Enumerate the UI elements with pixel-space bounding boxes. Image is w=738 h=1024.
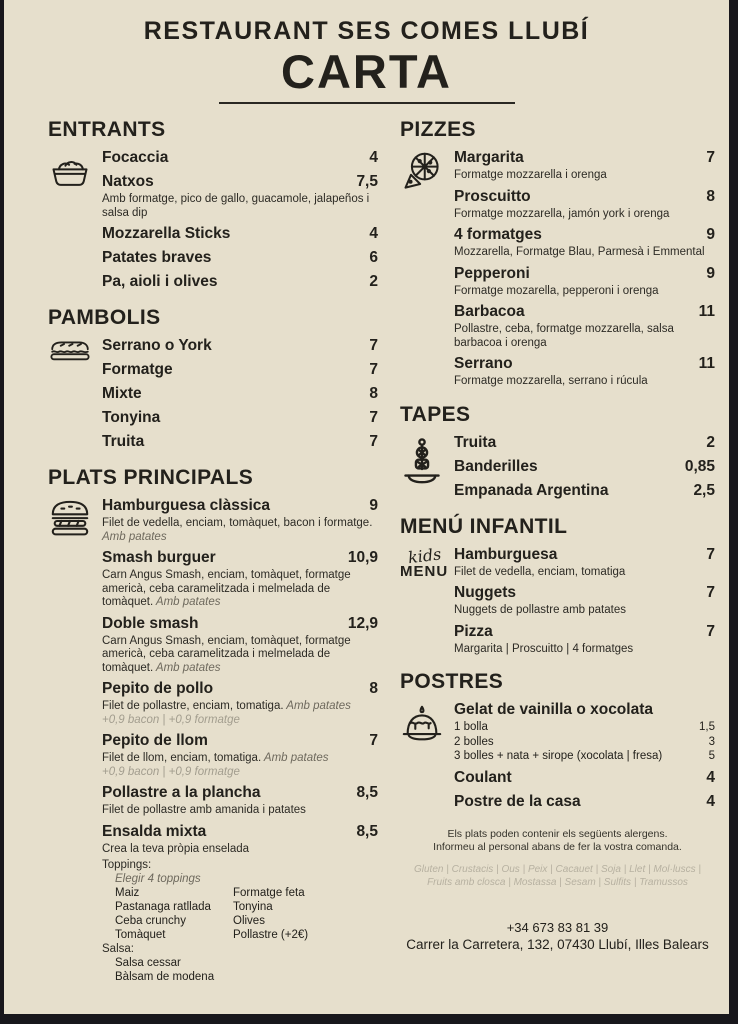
menu-item xyxy=(102,148,378,168)
card-header xyxy=(4,0,729,104)
item-price: 10,9 xyxy=(347,549,378,566)
menu-item xyxy=(454,187,715,222)
item-price: 2 xyxy=(706,433,715,451)
item-name: Smash burguer xyxy=(102,549,216,566)
topping-option: Maiz xyxy=(115,887,140,899)
menu-item-row xyxy=(454,302,715,322)
allergen-notice xyxy=(400,828,715,855)
menu-item-row xyxy=(454,622,715,642)
item-description-italic: Amb patates xyxy=(102,530,167,543)
item-description: Crea la teva pròpia enselada xyxy=(102,842,250,855)
item-name: Doble smash xyxy=(102,614,199,632)
item-name: Postre de la casa xyxy=(454,792,581,810)
item-price: 11 xyxy=(698,303,715,320)
menu-item xyxy=(454,792,715,812)
section-heading-plats-principals: PLATS PRINCIPALS xyxy=(48,466,254,489)
menu-item xyxy=(102,408,378,428)
section-heading-pizzes: PIZZES xyxy=(400,118,476,141)
item-price: 7 xyxy=(706,584,715,601)
menu-item-row xyxy=(102,496,378,516)
menu-item-row xyxy=(102,384,378,404)
menu-item xyxy=(454,264,715,299)
item-description-italic: Amb patates xyxy=(283,700,351,712)
item-name: Patates braves xyxy=(102,249,212,266)
item-description-italic: Amb patates xyxy=(261,752,329,764)
menu-item xyxy=(454,583,715,618)
item-description: Nuggets de pollastre amb patates xyxy=(454,604,626,616)
menu-item-row xyxy=(454,792,715,812)
section-body-plats-principals xyxy=(48,496,378,988)
menu-item xyxy=(454,545,715,580)
item-price: 4 xyxy=(706,768,715,786)
menu-item-row xyxy=(454,433,715,453)
item-description: Formatge mozzarella, jamón york i orenga xyxy=(454,207,670,220)
salsa-option: Bàlsam de modena xyxy=(115,971,215,983)
section-items xyxy=(454,433,715,505)
item-supplement-note: +0,9 bacon | +0,9 formatge xyxy=(102,713,240,726)
item-name: Hamburguesa xyxy=(454,545,558,563)
menu-item-row xyxy=(102,172,378,192)
item-name: Ensalda mixta xyxy=(102,822,207,840)
item-description: Carn Angus Smash, enciam, tomàquet, formatge americà, ceba caramelitzada i melmelada de tomàquet. Amb patates xyxy=(102,569,351,608)
item-price: 4 xyxy=(706,792,715,810)
menu-item xyxy=(102,679,378,727)
item-price: 12,9 xyxy=(347,614,378,632)
section-heading-entrants: ENTRANTS xyxy=(48,118,166,141)
toppings-hint: Elegir 4 toppings xyxy=(115,873,201,885)
item-name: Pollastre a la plancha xyxy=(102,784,261,801)
topping-option: Tomàquet xyxy=(115,929,166,941)
item-name: Pizza xyxy=(454,622,493,640)
menu-item xyxy=(454,148,715,183)
menu-item xyxy=(102,822,378,985)
item-name: Pa, aioli i olives xyxy=(102,273,218,290)
menu-title: CARTA xyxy=(281,45,452,98)
menu-item-row xyxy=(102,248,378,268)
section-menu-infantil xyxy=(400,514,715,661)
item-price: 7 xyxy=(706,545,715,563)
item-price: 2,5 xyxy=(693,481,715,499)
menu-item xyxy=(454,302,715,350)
menu-item-row xyxy=(454,225,715,245)
menu-item-row xyxy=(102,272,378,292)
item-price: 7 xyxy=(706,622,715,640)
menu-item-row xyxy=(102,548,378,568)
item-description: Filet de pollastre amb amanida i patates xyxy=(102,804,306,816)
section-plats-principals xyxy=(48,465,378,988)
menu-item-row xyxy=(102,336,378,356)
item-price: 0,85 xyxy=(684,457,715,475)
restaurant-name: RESTAURANT SES COMES LLUBÍ xyxy=(143,17,590,45)
menu-card xyxy=(4,0,729,1014)
item-price: 9 xyxy=(706,264,715,282)
item-name: Mozzarella Sticks xyxy=(102,225,231,242)
menu-item-row xyxy=(102,432,378,452)
menu-item xyxy=(454,433,715,453)
menu-item-row xyxy=(102,224,378,244)
menu-item-row xyxy=(454,583,715,603)
kids-menu-logo xyxy=(400,545,454,661)
item-description: Filet de pollastre, enciam, tomatiga. Amb patates xyxy=(102,700,351,712)
menu-item xyxy=(102,360,378,380)
option-label: 2 bolles xyxy=(454,735,494,748)
menu-item xyxy=(102,272,378,292)
item-description: Filet de vedella, enciam, tomatiga xyxy=(454,565,626,578)
menu-item-row xyxy=(454,264,715,284)
item-price: 8 xyxy=(706,187,715,205)
item-description-italic: Amb patates xyxy=(153,596,221,608)
section-items xyxy=(454,700,715,816)
item-name: Serrano o York xyxy=(102,337,212,354)
menu-item-row xyxy=(454,700,715,720)
menu-item xyxy=(102,548,378,610)
address: Carrer la Carretera, 132, 07430 Llubí, Illes Balears xyxy=(406,936,709,952)
item-option xyxy=(454,735,715,750)
item-price: 8,5 xyxy=(356,822,378,840)
section-items xyxy=(454,148,715,393)
topping-option: Ceba crunchy xyxy=(115,915,186,927)
section-body-entrants xyxy=(48,148,378,296)
item-price: 7,5 xyxy=(356,173,378,190)
item-price: 9 xyxy=(706,226,715,243)
section-tapes xyxy=(400,402,715,505)
bread-basket-icon xyxy=(48,148,102,296)
allergen-notice-line-1: Els plats poden contenir els següents alergens. xyxy=(447,827,668,840)
item-price: 4 xyxy=(369,149,378,166)
item-description: Carn Angus Smash, enciam, tomàquet, formatge americà, ceba caramelitzada i melmelada de tomàquet. Amb patates xyxy=(102,634,351,674)
item-price: 7 xyxy=(369,337,378,354)
toppings-list xyxy=(102,886,378,942)
kids-script-text: kids xyxy=(406,543,443,567)
menu-item-row xyxy=(102,408,378,428)
item-price: 2 xyxy=(369,273,378,290)
option-label: 1 bolla xyxy=(454,721,488,733)
menu-item xyxy=(454,481,715,501)
menu-item-row xyxy=(454,545,715,565)
section-heading-postres: POSTRES xyxy=(400,670,504,693)
burger-icon xyxy=(48,496,102,988)
item-description: Filet de llom, enciam, tomatiga. Amb patates xyxy=(102,752,329,764)
item-price: 7 xyxy=(369,433,378,450)
section-pambolis xyxy=(48,305,378,456)
section-heading-pambolis: PAMBOLIS xyxy=(48,306,161,329)
item-name: Coulant xyxy=(454,768,512,786)
item-name: Barbacoa xyxy=(454,303,525,320)
right-sections xyxy=(400,117,715,816)
item-price: 4 xyxy=(369,225,378,242)
menu-item-row xyxy=(102,614,378,634)
section-body-menu-infantil xyxy=(400,545,715,661)
item-description-italic: Amb patates xyxy=(153,661,221,674)
item-name: Empanada Argentina xyxy=(454,481,609,499)
menu-item-row xyxy=(102,822,378,842)
section-pizzes xyxy=(400,117,715,393)
menu-item-row xyxy=(102,360,378,380)
option-price: 5 xyxy=(708,750,715,762)
menu-item-row xyxy=(454,768,715,788)
contact-info xyxy=(400,919,715,954)
section-postres xyxy=(400,669,715,816)
menu-item xyxy=(454,225,715,260)
allergen-list: Gluten | Crustacis | Ous | Peix | Cacauet | Soja | Llet | Mol·luscs | Fruits amb closca | Mostassa | Sesam | Sulfits | Tramussos xyxy=(414,863,701,888)
sandwich-icon xyxy=(48,336,102,456)
item-option xyxy=(454,749,715,764)
section-items xyxy=(102,148,378,296)
menu-item xyxy=(102,248,378,268)
section-heading-tapes: TAPES xyxy=(400,402,471,426)
menu-item-row xyxy=(454,457,715,477)
menu-item xyxy=(454,622,715,657)
section-items xyxy=(454,545,715,661)
item-price: 9 xyxy=(369,497,378,514)
menu-item-row xyxy=(102,783,378,803)
item-price: 8 xyxy=(369,385,378,402)
topping-option: Tonyina xyxy=(233,901,273,913)
menu-item xyxy=(454,700,715,764)
section-entrants xyxy=(48,117,378,296)
item-name: Tonyina xyxy=(102,409,161,426)
salsa-option: Salsa cessar xyxy=(115,957,181,969)
item-description: Mozzarella, Formatge Blau, Parmesà i Emmental xyxy=(454,246,705,258)
menu-item-row xyxy=(454,354,715,374)
section-items xyxy=(102,496,378,988)
section-heading-menu-infantil: MENÚ INFANTIL xyxy=(400,514,568,538)
item-name: Mixte xyxy=(102,385,142,402)
item-description: Formatge mozarella, pepperoni i orenga xyxy=(454,284,659,297)
section-body-tapes xyxy=(400,433,715,505)
item-name: Nuggets xyxy=(454,584,516,601)
item-name: 4 formatges xyxy=(454,226,542,243)
menu-item-row xyxy=(454,187,715,207)
menu-item xyxy=(102,432,378,452)
option-label: 3 bolles + nata + sirope (xocolata | fresa) xyxy=(454,750,663,762)
item-name: Pepperoni xyxy=(454,264,530,282)
left-column xyxy=(48,117,378,997)
item-name: Hamburguesa clàssica xyxy=(102,497,271,514)
menu-item xyxy=(102,224,378,244)
item-name: Focaccia xyxy=(102,149,169,166)
item-price: 7 xyxy=(706,149,715,166)
banderilla-icon xyxy=(400,433,454,505)
item-price: 7 xyxy=(369,409,378,426)
salsa-list xyxy=(102,956,378,984)
item-name: Pepito de pollo xyxy=(102,680,214,697)
allergen-notice-line-2: Informeu al personal abans de fer la vostra comanda. xyxy=(433,841,682,853)
phone-number: +34 673 83 81 39 xyxy=(506,919,609,935)
item-name: Banderilles xyxy=(454,457,538,475)
menu-item-row xyxy=(102,148,378,168)
item-price: 7 xyxy=(369,361,378,378)
item-name: Formatge xyxy=(102,361,173,378)
section-body-postres xyxy=(400,700,715,816)
item-name: Truita xyxy=(454,433,497,451)
menu-item-row xyxy=(102,731,378,751)
menu-item xyxy=(102,336,378,356)
salsa-label: Salsa: xyxy=(102,943,134,955)
section-items xyxy=(102,336,378,456)
item-description: Amb formatge, pico de gallo, guacamole, jalapeños i salsa dip xyxy=(102,193,370,219)
right-column xyxy=(400,117,715,954)
menu-item-row xyxy=(454,481,715,501)
item-name: Serrano xyxy=(454,355,513,372)
item-description: Filet de vedella, enciam, tomàquet, bacon i formatge. Amb patates xyxy=(102,517,373,543)
item-price: 7 xyxy=(369,732,378,749)
item-price: 8,5 xyxy=(356,784,378,801)
toppings-label: Toppings: xyxy=(102,859,152,871)
menu-item xyxy=(102,783,378,818)
item-price: 6 xyxy=(369,249,378,266)
item-supplement-note: +0,9 bacon | +0,9 formatge xyxy=(102,765,240,778)
menu-item xyxy=(102,384,378,404)
item-option xyxy=(454,720,715,735)
menu-item xyxy=(454,354,715,389)
menu-item xyxy=(102,731,378,779)
topping-option: Olives xyxy=(233,915,265,927)
topping-option: Formatge feta xyxy=(233,887,305,899)
item-name: Gelat de vainilla o xocolata xyxy=(454,701,653,718)
menu-columns xyxy=(4,104,729,997)
item-name: Margarita xyxy=(454,149,524,166)
item-price: 8 xyxy=(369,680,378,697)
menu-item-row xyxy=(102,679,378,699)
item-name: Truita xyxy=(102,433,145,450)
item-description: Margarita | Proscuitto | 4 formatges xyxy=(454,642,634,655)
menu-item xyxy=(102,172,378,220)
section-body-pizzes xyxy=(400,148,715,393)
salad-builder xyxy=(102,858,378,984)
topping-option: Pollastre (+2€) xyxy=(233,929,309,941)
topping-option: Pastanaga ratllada xyxy=(115,901,211,913)
item-description: Formatge mozzarella, serrano i rúcula xyxy=(454,375,648,387)
flan-icon xyxy=(400,700,454,816)
section-body-pambolis xyxy=(48,336,378,456)
item-name: Pepito de llom xyxy=(102,732,208,749)
option-price: 1,5 xyxy=(699,721,715,733)
item-description: Pollastre, ceba, formatge mozzarella, salsa barbacoa i orenga xyxy=(454,323,674,349)
item-name: Natxos xyxy=(102,173,154,190)
footer xyxy=(400,828,715,954)
item-name: Proscuitto xyxy=(454,187,531,205)
item-description: Formatge mozzarella i orenga xyxy=(454,169,607,181)
menu-item xyxy=(454,457,715,477)
option-price: 3 xyxy=(708,735,715,748)
menu-item xyxy=(102,496,378,544)
item-price: 11 xyxy=(698,355,715,372)
menu-item-row xyxy=(454,148,715,168)
menu-item xyxy=(454,768,715,788)
menu-item xyxy=(102,614,378,676)
kids-caps-text: MENU xyxy=(400,562,449,580)
pizza-icon xyxy=(400,148,454,393)
